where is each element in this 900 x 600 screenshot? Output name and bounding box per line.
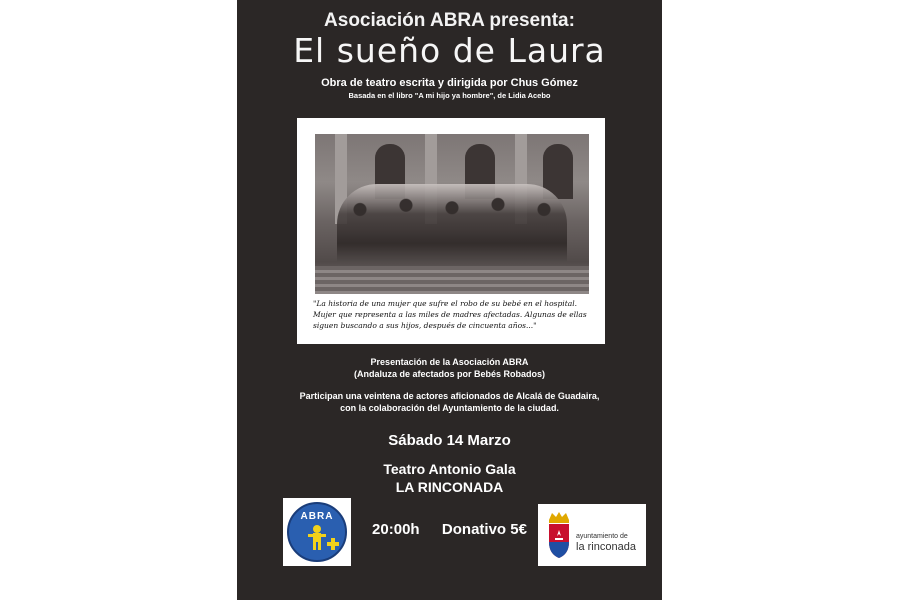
council-line-2: la rinconada [576,541,636,553]
abra-logo-text: ABRA [300,511,334,522]
presentation-text [237,356,662,380]
photo-card [297,118,605,344]
presentation-line-2: (Andaluza de afectados por Bebés Robados) [353,369,546,379]
book-line: Basada en el libro "A mi hijo ya hombre", de Lidia Acebo [348,91,551,100]
abra-logo-icon [283,498,351,566]
author-line: Obra de teatro escrita y dirigida por Chus Gómez [321,77,578,89]
presentation-line-1: Presentación de la Asociación ABRA [370,357,529,367]
event-time: 20:00h [372,521,420,538]
participants-line-2: con la colaboración del Ayuntamiento de la ciudad. [340,403,559,413]
venue-name: Teatro Antonio Gala [383,461,516,477]
venue-town: LA RINCONADA [395,479,504,495]
photo-caption: "La historia de una mujer que sufre el robo de su bebé en el hospital. Mujer que representa a las miles de madres afectadas. Algunas de ellas siguen buscando a sus hijos, después de cincuenta años..." [313,299,587,330]
abra-child-figure-icon [307,524,327,552]
council-line-1: ayuntamiento de [576,533,628,540]
participants-text [237,390,662,414]
group-photo [315,134,589,294]
donation-amount: Donativo 5€ [441,521,527,538]
play-title: El sueño de Laura [293,31,606,70]
presenter-line: Asociación ABRA presenta: [324,10,575,31]
plus-icon [327,538,339,550]
participants-line-1: Participan una veintena de actores aficionados de Alcalá de Guadaira, [299,391,600,401]
council-logo [538,504,646,566]
event-poster [237,0,662,600]
event-date: Sábado 14 Marzo [388,432,511,449]
rinconada-coat-of-arms-icon [546,510,572,560]
